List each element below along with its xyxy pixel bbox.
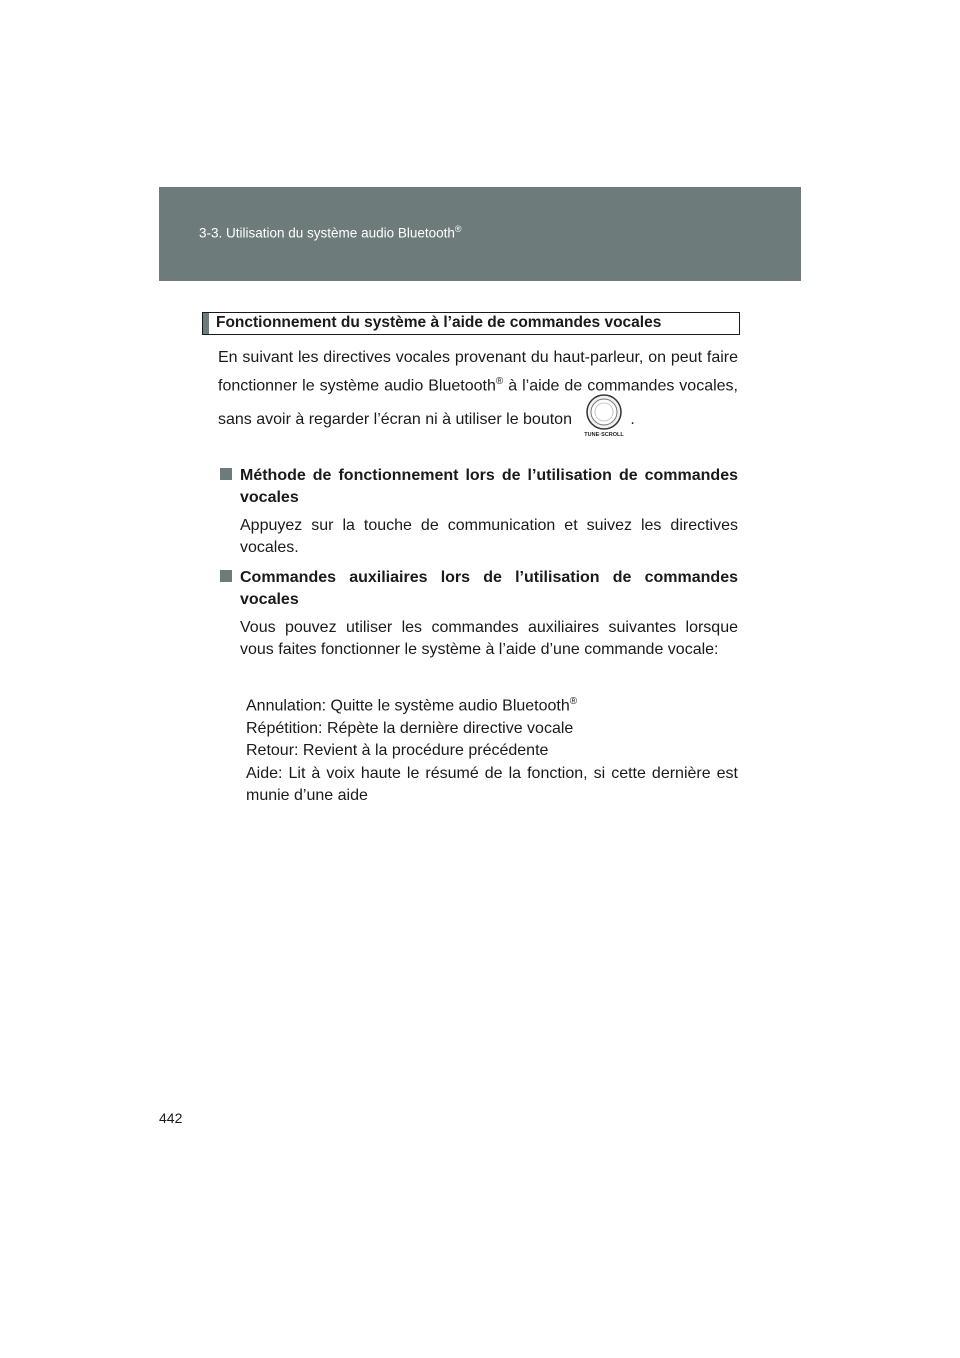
command-annulation: Annulation: Quitte le système audio Bluetooth® bbox=[246, 696, 578, 715]
page-number: 442 bbox=[159, 1110, 183, 1126]
section-title: Fonctionnement du système à l’aide de commandes vocales bbox=[216, 314, 662, 331]
command-retour: Retour: Revient à la procédure précédente bbox=[246, 742, 549, 760]
subsection-text: Vous pouvez utiliser les commandes auxiliaires suivantes lorsque vous faites fonctionner le système à l’aide d’une commande vocale: bbox=[240, 619, 738, 658]
header-section-title: 3-3. Utilisation du système audio Bluetooth® bbox=[199, 224, 462, 241]
subsection-heading: Commandes auxiliaires lors de l’utilisation de commandes vocales bbox=[240, 569, 738, 608]
intro-paragraph: En suivant les directives vocales provenant du haut-parleur, on peut faire fonctionner le système audio Bluetooth® à l’aide de commandes vocales, sans avoir à regarder l’écran ni à utiliser le bouton TUNE·SCROLL . bbox=[218, 349, 739, 439]
bullet-square-icon bbox=[220, 468, 232, 480]
knob-label: TUNE·SCROLL bbox=[584, 432, 625, 439]
bullet-square-icon bbox=[220, 570, 232, 582]
subsection-method bbox=[220, 465, 738, 559]
tune-scroll-knob-icon bbox=[584, 394, 624, 438]
command-repetition: Répétition: Répète la dernière directive vocale bbox=[246, 719, 574, 737]
section-title-box bbox=[202, 312, 740, 335]
section-title-bar bbox=[203, 313, 209, 334]
header-band bbox=[159, 187, 801, 281]
commands-list bbox=[246, 691, 738, 808]
subsection-aux-commands bbox=[220, 567, 738, 661]
subsection-text: Appuyez sur la touche de communication et suivez les directives vocales. bbox=[240, 517, 738, 556]
subsection-heading: Méthode de fonctionnement lors de l’utilisation de commandes vocales bbox=[240, 467, 738, 506]
command-aide: Aide: Lit à voix haute le résumé de la fonction, si cette dernière est munie d’une aide bbox=[246, 764, 738, 805]
